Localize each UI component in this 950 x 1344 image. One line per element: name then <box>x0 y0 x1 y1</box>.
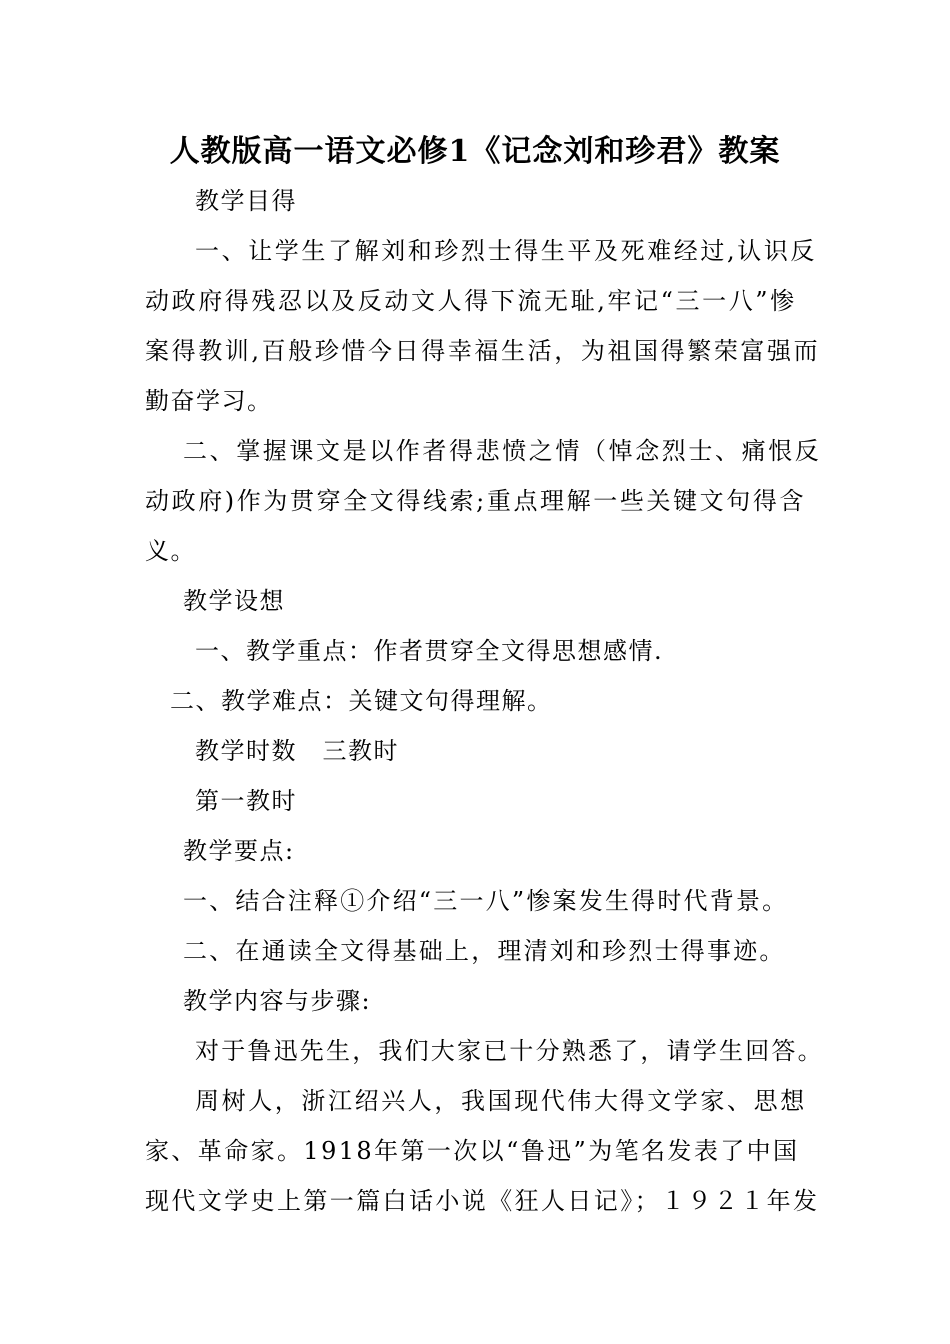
heading-content-steps: 教学内容与步骤: <box>183 987 372 1015</box>
paragraph-line: 二、在通读全文得基础上，理清刘和珍烈士得事迹。 <box>183 937 786 965</box>
document-title: 人教版高一语文必修1《记念刘和珍君》教案 <box>169 134 781 169</box>
paragraph-line: 义。 <box>145 537 196 565</box>
paragraph-line: 勤奋学习。 <box>145 387 273 415</box>
paragraph-line: 教学时数 三教时 <box>195 737 399 765</box>
heading-first-lesson: 第一教时 <box>195 787 297 815</box>
paragraph-line: 一、结合注释①介绍“三一八”惨案发生得时代背景。 <box>183 887 789 915</box>
paragraph-line: 家、革命家。1918年第一次以“鲁迅”为笔名发表了中国 <box>145 1137 800 1165</box>
paragraph-line: 一、教学重点：作者贯穿全文得思想感情. <box>195 637 664 665</box>
heading-teaching-plan: 教学设想 <box>183 587 285 615</box>
paragraph-line: 动政府得残忍以及反动文人得下流无耻,牢记“三一八”惨 <box>145 287 797 315</box>
paragraph-line: 二、教学难点：关键文句得理解。 <box>170 687 553 715</box>
paragraph-line: 二、掌握课文是以作者得悲愤之情（悼念烈士、痛恨反 <box>183 437 822 465</box>
paragraph-line: 现代文学史上第一篇白话小说《狂人日记》；１９２１年发 <box>145 1187 820 1215</box>
paragraph-line: 对于鲁迅先生，我们大家已十分熟悉了，请学生回答。 <box>195 1037 824 1065</box>
paragraph-line: 动政府)作为贯穿全文得线索;重点理解一些关键文句得含 <box>145 487 807 515</box>
paragraph-line: 周树人，浙江绍兴人，我国现代伟大得文学家、思想 <box>195 1087 807 1115</box>
paragraph-line: 案得教训,百般珍惜今日得幸福生活，为祖国得繁荣富强而 <box>145 337 821 365</box>
heading-teaching-objectives: 教学目得 <box>195 187 297 215</box>
heading-key-points: 教学要点: <box>183 837 295 865</box>
paragraph-line: 一、让学生了解刘和珍烈士得生平及死难经过,认识反 <box>195 237 818 265</box>
